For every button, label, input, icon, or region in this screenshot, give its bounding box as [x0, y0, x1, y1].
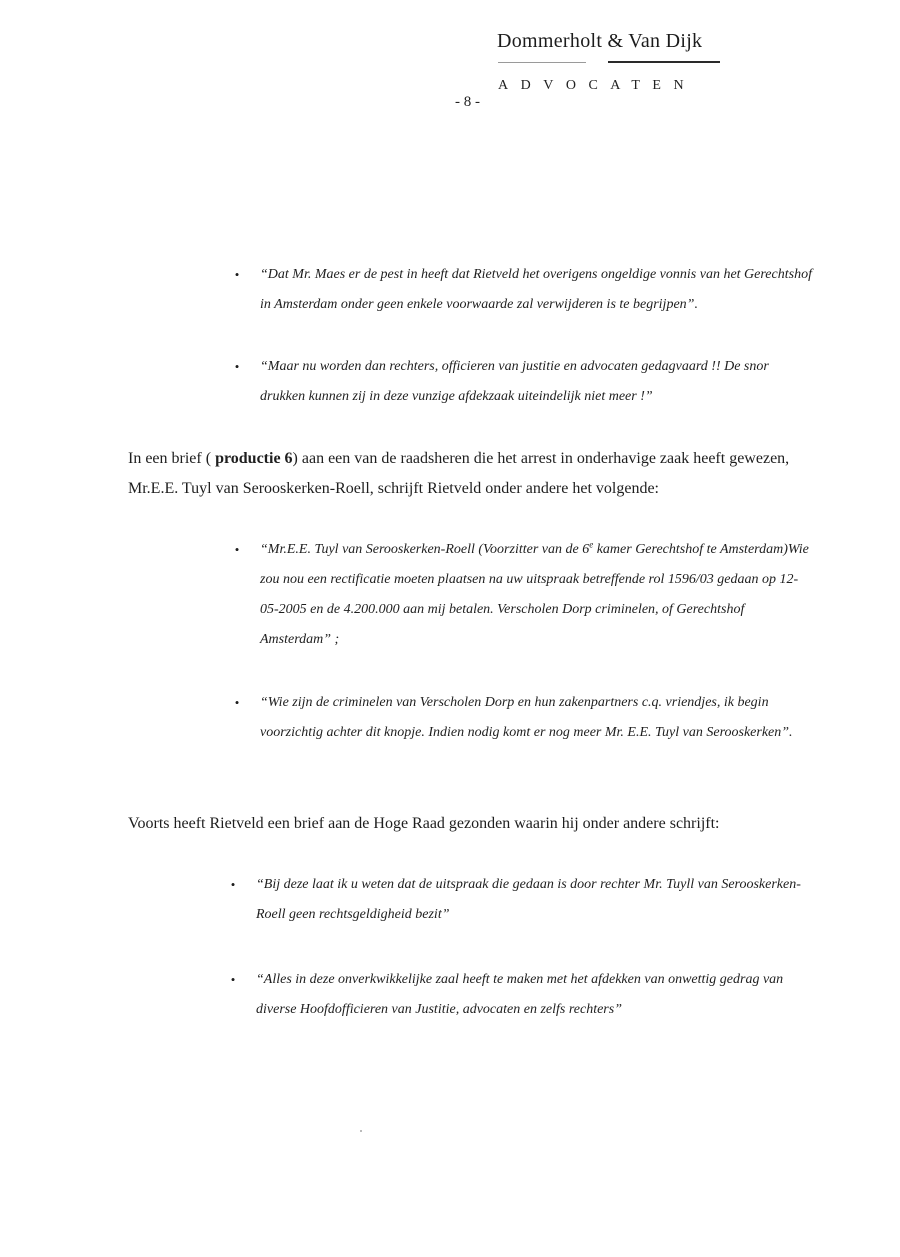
quote-item — [230, 965, 811, 1025]
quote-text: “Dat Mr. Maes er de pest in heeft dat Rietveld het overigens ongeldige vonnis van het Gerechtshof in Amsterdam onder geen enkele voorwaarde zal verwijderen is te begrijpen”. — [260, 267, 812, 312]
quote-text: “Maar nu worden dan rechters, officieren van justitie en advocaten gedagvaard !! De snor drukken kunnen zij in deze vunzige afdekzaak uiteindelijk niet meer !” — [260, 359, 769, 404]
quote-text: “Mr.E.E. Tuyl van Serooskerken-Roell (Voorzitter van de 6 — [260, 542, 590, 557]
letterhead-rule-thin — [498, 62, 586, 63]
bullet-icon: • — [230, 972, 236, 987]
firm-subtitle: ADVOCATEN — [498, 78, 697, 93]
quote-item — [234, 688, 815, 748]
quote-text: “Wie zijn de criminelen van Verscholen Dorp en hun zakenpartners c.q. vriendjes, ik begin voorzichtig achter dit knopje. Indien nodig komt er nog meer Mr. E.E. Tuyl van Serooskerken”. — [260, 695, 793, 740]
bullet-icon: • — [230, 877, 236, 892]
body-paragraph: Voorts heeft Rietveld een brief aan de Hoge Raad gezonden waarin hij onder andere schrijft: — [128, 815, 720, 832]
bullet-icon: • — [234, 359, 240, 374]
quote-item — [234, 260, 815, 320]
bullet-icon: • — [234, 542, 240, 557]
paragraph-text: In een brief ( — [128, 450, 216, 467]
superscript: e — [589, 539, 594, 550]
bullet-icon: • — [234, 267, 240, 282]
scan-speck — [360, 1130, 362, 1132]
body-paragraph — [128, 444, 828, 504]
paragraph-text: ) aan een van de raadsheren die het arrest in onderhavige zaak heeft gewezen, Mr.E.E. Tuyl van Serooskerken-Roell, schrijft Rietveld onder andere het volgende: — [128, 450, 790, 497]
quote-item — [234, 352, 815, 412]
production-reference: productie 6 — [215, 450, 293, 467]
letterhead-rule — [498, 61, 720, 63]
quote-item — [230, 870, 811, 930]
quote-text: “Alles in deze onverkwikkelijke zaal heeft te maken met het afdekken van onwettig gedrag van diverse Hoofdofficieren van Justitie, advocaten en zelfs rechters” — [256, 972, 784, 1017]
firm-name: Dommerholt & Van Dijk — [497, 30, 703, 52]
quote-text: “Bij deze laat ik u weten dat de uitspraak die gedaan is door rechter Mr. Tuyll van Serooskerken-Roell geen rechtsgeldigheid bezit” — [256, 877, 801, 922]
quote-item — [234, 535, 815, 655]
letterhead-rule-thick — [608, 61, 720, 63]
page-number: - 8 - — [455, 94, 480, 110]
quote-text: kamer Gerechtshof te Amsterdam)Wie zou nou een rectificatie moeten plaatsen na uw uitspraak betreffende rol 1596/03 gedaan op 12-05-2005 en de 4.200.000 aan mij betalen. Verscholen Dorp criminelen, of Gerechtshof Amsterdam” ; — [260, 542, 809, 647]
bullet-icon: • — [234, 695, 240, 710]
